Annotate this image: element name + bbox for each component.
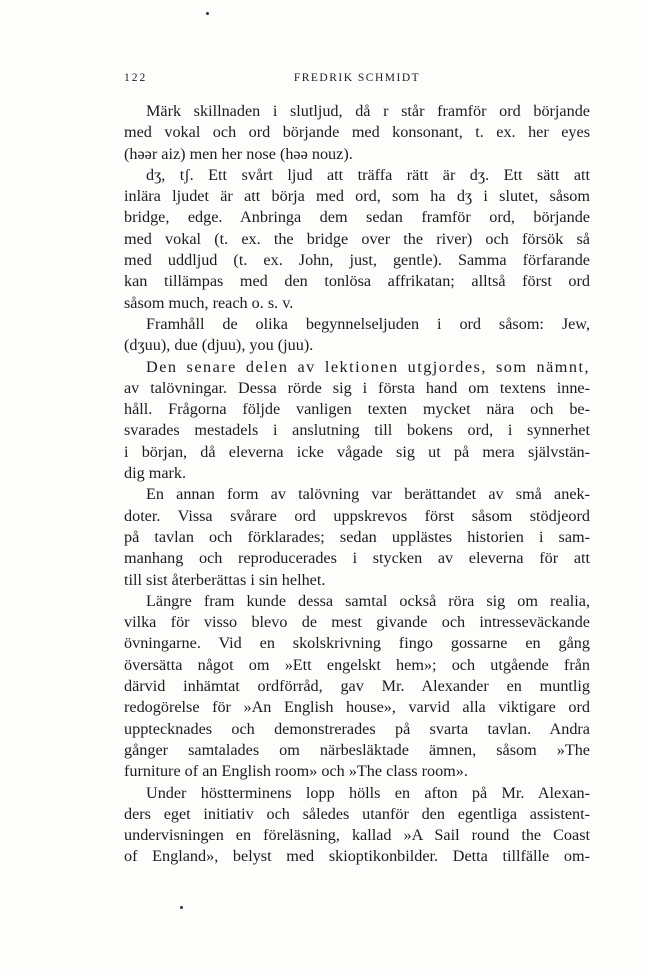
text-line: med vokal och ord börjande med konsonant, t. ex. her eyes [124,123,590,142]
speck-mark [180,906,183,909]
speck-mark [206,12,209,15]
text-line: till sist återberättas i sin helhet. [124,570,326,589]
text-line: furniture of an English room» och »The class room». [124,762,468,781]
text-line: Under höstterminens lopp hölls en afton på Mr. Alexan- [146,783,590,802]
text-line: (hǝǝr aiz) men her nose (hǝǝ nouz). [124,144,353,163]
text-line: därvid inhämtat ordförråd, gav Mr. Alexander en muntlig [124,677,590,696]
text-line: upptecknades och demonstrerades på svarta tavlan. Andra [124,719,590,738]
text-line: av talövningar. Dessa rörde sig i första hand om textens inne- [124,378,590,397]
text-line: Den senare delen av lektionen utgjordes, som nämnt, [146,357,590,376]
text-line: manhang och reproducerades i stycken av eleverna för att [124,549,590,568]
text-line: svarades mestadels i anslutning till bokens ord, i synnerhet [124,421,590,440]
text-line: kan tillämpas med den tonlösa affrikatan; alltså först ord [124,272,590,291]
text-line: dig mark. [124,464,187,483]
text-line: Framhåll de olika begynnelseljuden i ord såsom: Jew, [146,314,590,333]
text-line: övningarne. Vid en skolskrivning fingo gossarne en gång [124,634,590,653]
text-line: doter. Vissa svårare ord uppskrevos först såsom stödjeord [124,506,590,525]
text-line: Märk skillnaden i slutljud, då r står framför ord börjande [146,102,590,120]
text-line: gånger samtalades om närbesläktade ämnen, såsom »The [124,740,590,759]
text-line: dʒ, tʃ. Ett svårt ljud att träffa rätt är dʒ. Ett sätt att [146,165,590,184]
text-line: inlära ljudet är att börja med ord, som ha dʒ i slutet, såsom [124,187,590,206]
text-line: (dʒuu), due (djuu), you (juu). [124,336,314,355]
text-line: redogörelse för »An English house», varvid alla viktigare ord [124,698,590,717]
text-line: med uddljud (t. ex. John, just, gentle). Samma förfarande [124,251,590,270]
text-line: ders eget initiativ och således utanför den egentliga assistent- [124,804,590,823]
text-line: i början, då eleverna icke vågade sig ut på mera självstän- [124,442,590,461]
text-line: undervisningen en föreläsning, kallad »A Sail round the Coast [124,826,590,845]
text-line: på tavlan och förklarades; sedan upplästes historien i sam- [124,527,590,546]
page-header [124,72,590,92]
text-line: bridge, edge. Anbringa dem sedan framför ord, börjande [124,208,590,227]
text-line: En annan form av talövning var berättandet av små anek- [146,485,590,504]
text-line: håll. Frågorna följde vanligen texten mycket nära och be- [124,400,590,419]
text-line: såsom much, reach o. s. v. [124,293,294,312]
text-line: of England», belyst med skioptikonbilder. Detta tillfälle om- [124,847,590,866]
body-text [124,101,590,868]
text-line: med vokal (t. ex. the bridge over the river) och försök så [124,229,590,248]
text-line: vilka för visso blevo de mest givande och intresseväckande [124,613,590,632]
text-line: Längre fram kunde dessa samtal också röra sig om realia, [146,591,590,610]
running-title: FREDRIK SCHMIDT [293,72,421,84]
text-line: översätta något om »Ett engelskt hem»; och utgående från [124,655,590,674]
page-number: 122 [124,72,148,84]
